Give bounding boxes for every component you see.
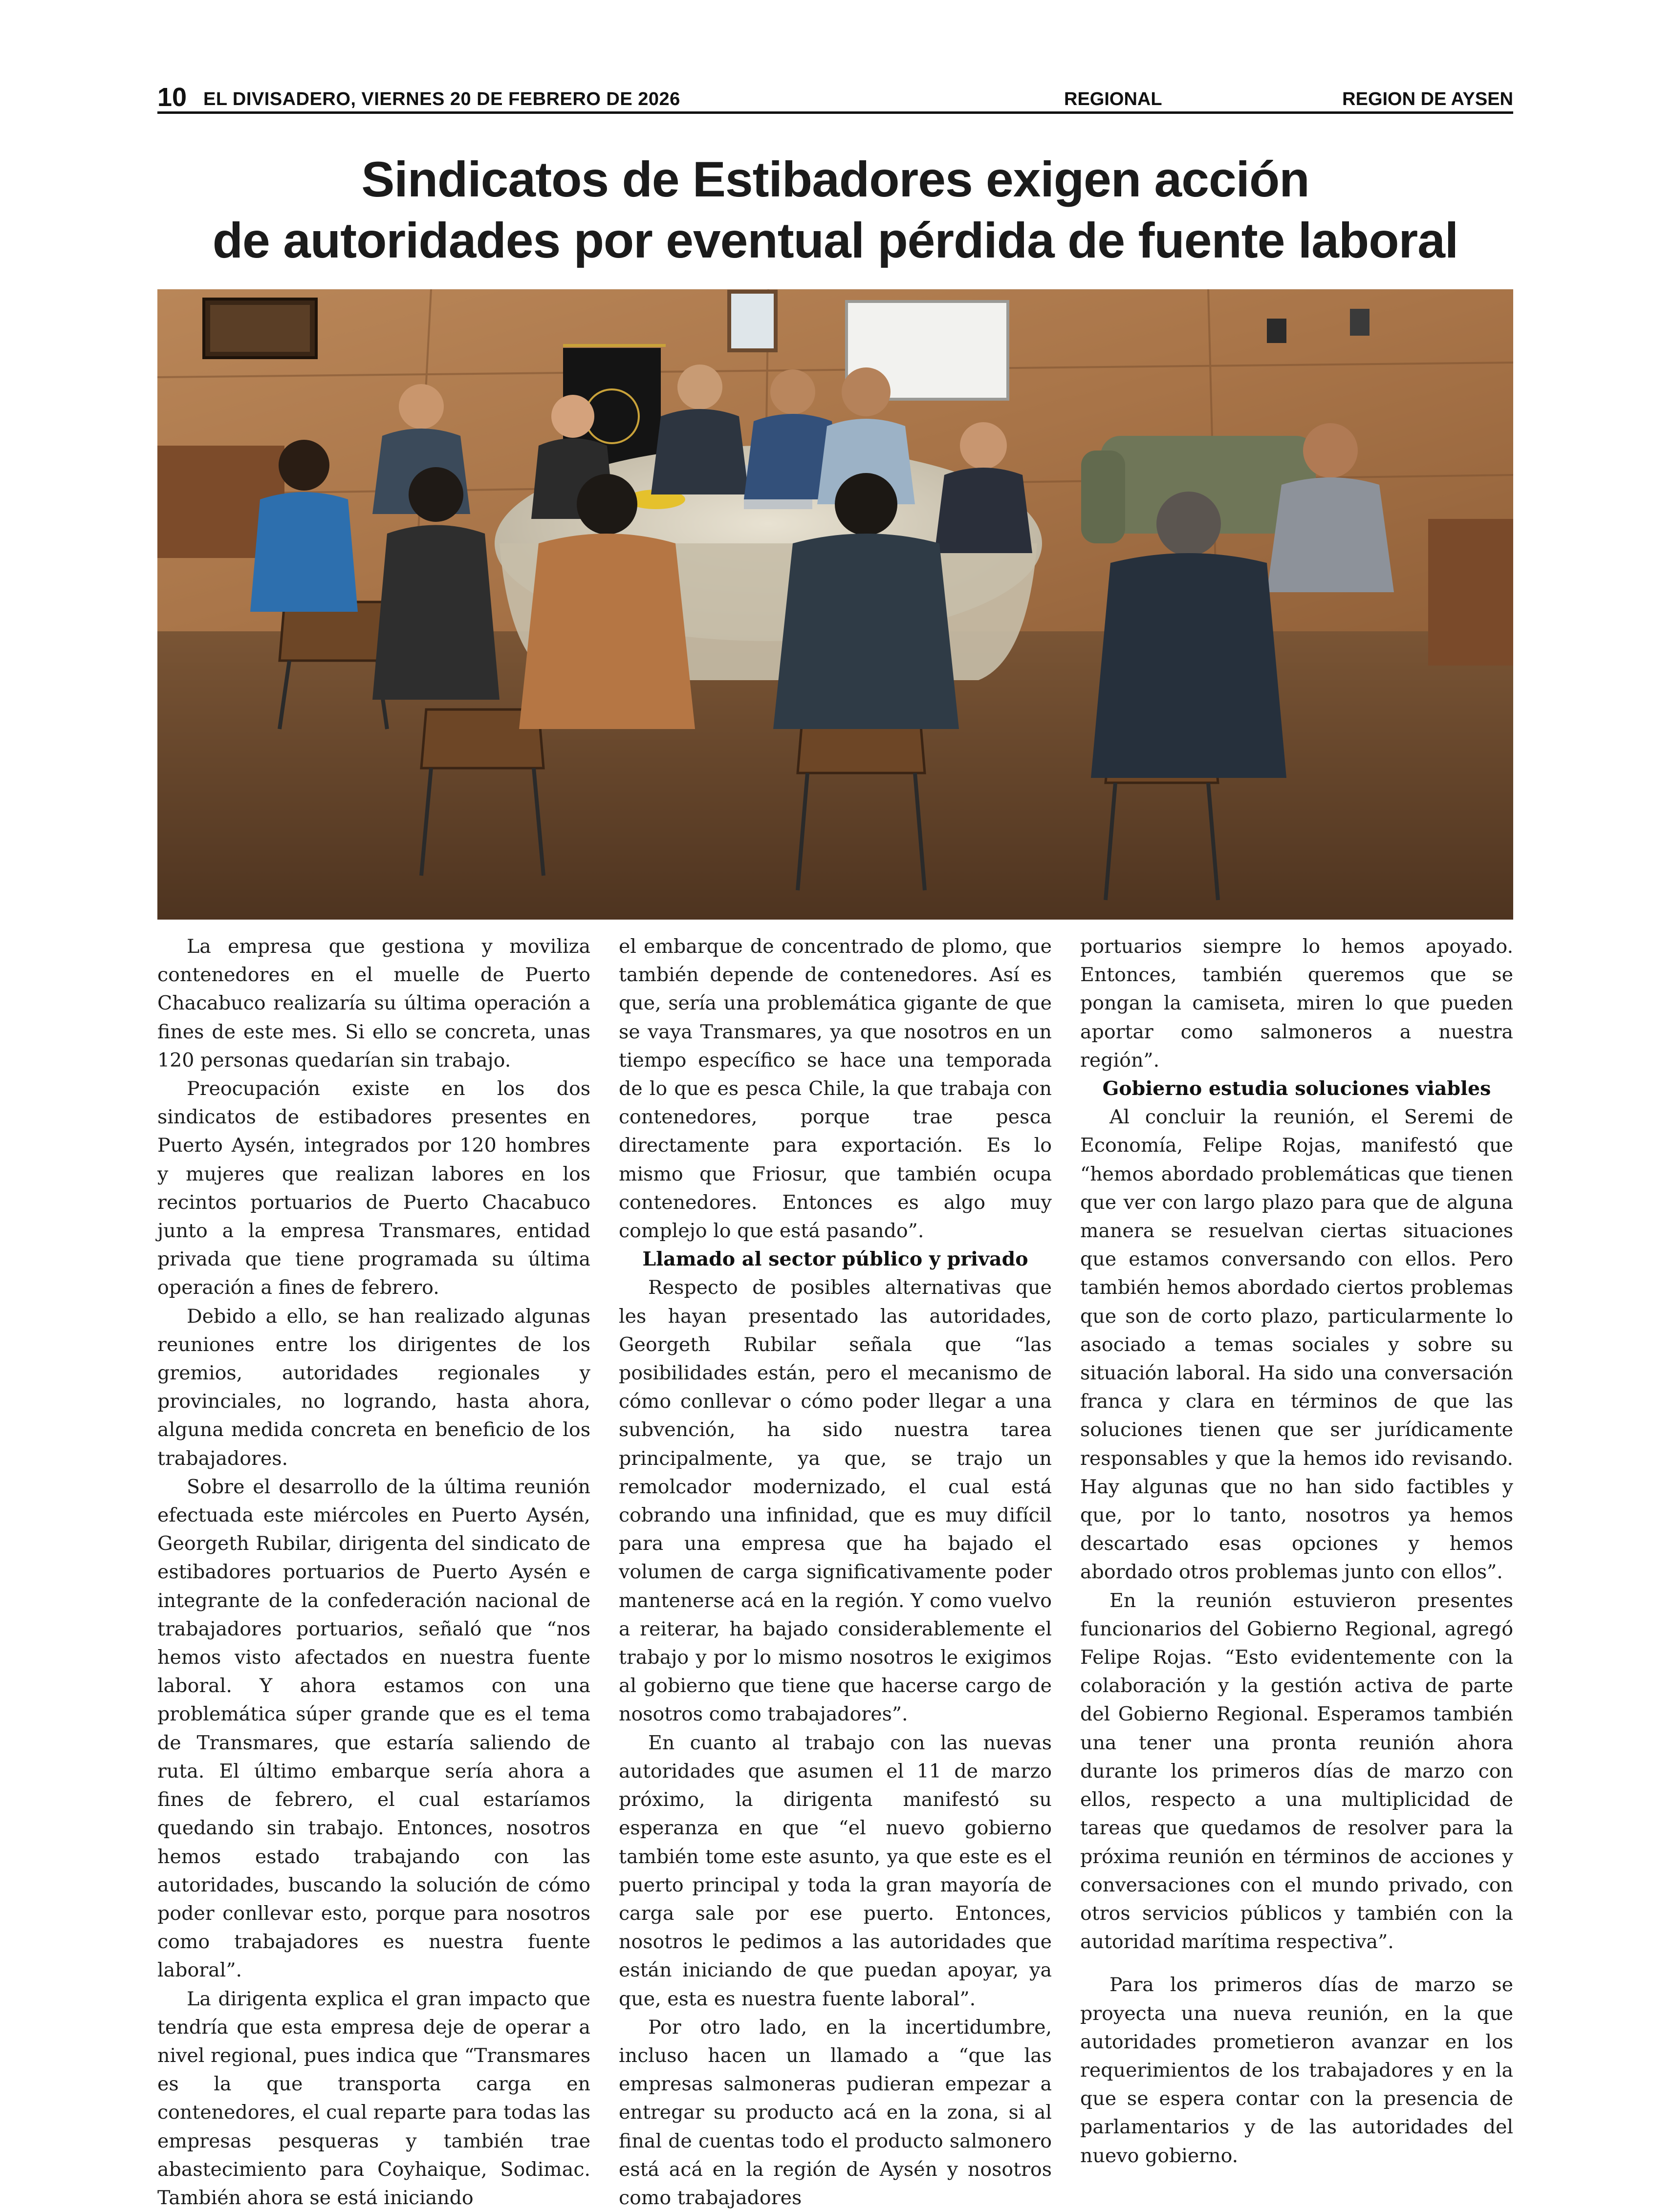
picture-frame: [1350, 309, 1370, 336]
window: [729, 292, 776, 350]
paragraph: Respecto de posibles alternativas que les hayan presentado las autoridades, Georgeth Rubilar señala que “las posibilidades están, pero el mecanismo de cómo conllevar o cómo poder llegar a una subvención, ha sido nuestra tarea principalmente, ya que, se trajo un remolcador modernizado, el cual está cobrando una infinidad, que es muy difícil para una empresa que ha bajado el volumen de carga significativamente poder mantenerse acá en la región. Y como vuelvo a reiterar, ha bajado considerablemente el trabajo y por lo mismo nosotros le exigimos al gobierno que tiene que hacerse cargo de nosotros como trabajadores”.: [619, 1276, 1052, 1726]
meeting-photo: [157, 289, 1513, 920]
paragraph: Por otro lado, en la incertidumbre, incluso hacen un llamado a “que las empresas salmoneras pudieran empezar a entregar su producto acá en la zona, si al final de cuentas todo el producto salmonero está acá en la región de Aysén y nosotros como trabajadores: [619, 2016, 1052, 2209]
side-table: [1428, 519, 1513, 666]
paragraph: Sobre el desarrollo de la última reunión efectuada este miércoles en Puerto Aysén, Georgeth Rubilar, dirigenta del sindicato de estibadores portuarios de Puerto Aysén e integrante de la confederación nacional de trabajadores portuarios, señaló que “nos hemos visto afectados en nuestra fuente laboral. Y ahora estamos con una problemática súper grande que es el tema de Transmares, que estaría saliendo de ruta. El último embarque sería ahora a fines de febrero, el cual estaríamos quedando sin trabajo. Entonces, nosotros hemos estado trabajando con las autoridades, buscando la solución de cómo poder conllevar esto, porque para nosotros como trabajadores es nuestra fuente laboral”.: [157, 1475, 590, 1982]
paragraph-continued: el embarque de concentrado de plomo, que también depende de contenedores. Así es que, sería una problemática gigante de que se vaya Transmares, ya que nosotros en un tiempo específico se hace una temporada de lo que es pesca Chile, la que trabaja con contenedores, porque trae pesca directamente para exportación. Es lo mismo que Friosur, que también ocupa contenedores. Entonces es algo muy complejo lo que está pasando”.: [619, 935, 1052, 1243]
subheading-llamado: Llamado al sector público y privado: [642, 1248, 1028, 1271]
article-column-2: [619, 932, 1052, 2212]
article-column-3: [1080, 932, 1513, 2170]
subheading-gobierno: Gobierno estudia soluciones viables: [1102, 1077, 1491, 1100]
paragraph: La empresa que gestiona y moviliza contenedores en el muelle de Puerto Chacabuco realizaría su última operación a fines de este mes. Si ello se concreta, unas 120 personas quedarían sin trabajo.: [157, 935, 590, 1072]
headline-line-1: Sindicatos de Estibadores exigen acción: [361, 151, 1309, 207]
paragraph: En la reunión estuvieron presentes funcionarios del Gobierno Regional, agregó Felipe Rojas. “Esto evidentemente con la colaboración y la gestión activa de parte del Gobierno Regional. Esperamos también una tener una pronta reunión ahora durante los primeros días de marzo con ellos, respecto a una multiplicidad de tareas que quedamos de resolver para la próxima reunión en términos de acciones y conversaciones con el mundo privado, con otros servicios públicos y también con la autoridad marítima respectiva”.: [1080, 1589, 1513, 1954]
region-label: REGION DE AYSEN: [1342, 89, 1513, 109]
section-label: REGIONAL: [1064, 89, 1162, 109]
page-header: [157, 83, 1513, 114]
paragraph: La dirigenta explica el gran impacto que tendría que esta empresa deje de operar a nivel regional, pues indica que “Transmares es la que transporta carga en contenedores, el cual reparte para todas las empresas pesqueras y también trae abastecimiento para Coyhaique, Sodimac. También ahora se está iniciando: [157, 1987, 590, 2209]
paragraph: Debido a ello, se han realizado algunas reuniones entre los dirigentes de los gremios, autoridades regionales y provinciales, no logrando, hasta ahora, alguna medida concreta en beneficio de los trabajadores.: [157, 1305, 590, 1470]
paper-date: EL DIVISADERO, VIERNES 20 DE FEBRERO DE 2026: [203, 89, 680, 109]
paragraph-continued: portuarios siempre lo hemos apoyado. Entonces, también queremos que se pongan la camiseta, miren lo que pueden aportar como salmoneros a nuestra región”.: [1080, 935, 1513, 1072]
page-number: 10: [157, 83, 187, 112]
headline: [157, 149, 1513, 271]
paragraph: Al concluir la reunión, el Seremi de Economía, Felipe Rojas, manifestó que “hemos abordado problemáticas que tienen que ver con largo plazo para que de alguna manera se resuelvan ciertas situaciones que estamos conversando con ellos. Pero también hemos abordado ciertos problemas que son de corto plazo, particularmente lo asociado a temas sociales y sobre su situación laboral. Ha sido una conversación franca y clara en términos de que las soluciones tienen que ser jurídicamente responsables y que la hemos ido revisando. Hay algunas que no han sido factibles y que, por lo tanto, nosotros ya hemos descartado esas opciones y hemos abordado otros problemas junto con ellos”.: [1080, 1106, 1513, 1584]
headline-line-2: de autoridades por eventual pérdida de fuente laboral: [212, 213, 1458, 268]
wall-sign: [204, 299, 316, 358]
article-column-1: [157, 932, 590, 2212]
paragraph: Preocupación existe en los dos sindicatos de estibadores presentes en Puerto Aysén, integrados por 120 hombres y mujeres que realizan labores en los recintos portuarios de Puerto Chacabuco junto a la empresa Transmares, entidad privada que tiene programada su última operación a fines de febrero.: [157, 1077, 590, 1299]
paragraph: Para los primeros días de marzo se proyecta una nueva reunión, en la que autoridades prometieron avanzar en los requerimientos de los trabajadores y en la que se espera contar con la presencia de parlamentarios y de las autoridades del nuevo gobierno.: [1080, 1974, 1513, 2167]
picture-frame: [1267, 319, 1286, 343]
paragraph: En cuanto al trabajo con las nuevas autoridades que asumen el 11 de marzo próximo, la dirigenta manifestó su esperanza en que “el nuevo gobierno también tome este asunto, ya que este es el puerto principal y toda la gran mayoría de carga sale por ese puerto. Entonces, nosotros le pedimos a las autoridades que están iniciando de que puedan apoyar, ya que, esta es nuestra fuente laboral”.: [619, 1731, 1052, 2010]
